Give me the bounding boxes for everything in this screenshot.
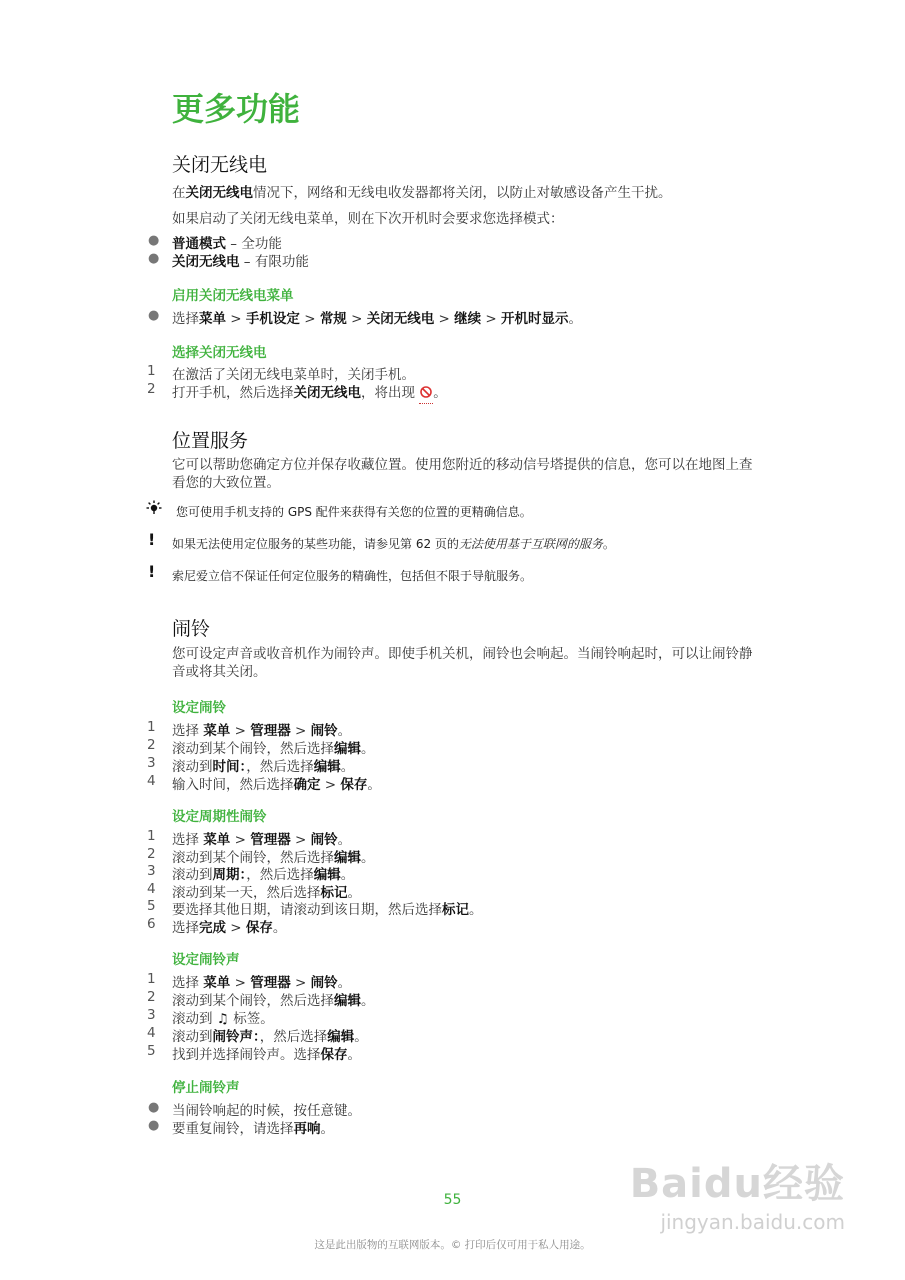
bold-term: 普通模式 <box>172 236 226 252</box>
step-number: 2 <box>147 381 156 397</box>
text: > <box>299 311 320 327</box>
bold-term: 闹铃 <box>310 723 338 739</box>
bold-term: 闹铃声： <box>212 1029 260 1045</box>
text: > <box>226 920 246 936</box>
text: 。 <box>337 975 352 991</box>
step-text <box>172 989 375 1009</box>
page-number: 55 <box>443 1192 462 1208</box>
bold-term: 保存 <box>340 777 368 793</box>
text: > <box>320 777 341 793</box>
page-title: 更多功能 <box>172 90 301 128</box>
mode-item-radio-off <box>172 250 309 270</box>
step-number: 1 <box>147 828 156 844</box>
step-text <box>172 737 375 757</box>
step-number: 3 <box>147 863 156 880</box>
step-number: 5 <box>147 898 156 915</box>
bold-term: 关闭无线电 <box>185 185 253 201</box>
link-ref: 无法使用基于互联网的服务 <box>458 537 603 551</box>
text: > <box>346 311 367 327</box>
step-number: 3 <box>147 1007 156 1023</box>
text: 输入时间，然后选择 <box>172 777 294 793</box>
bold-term: 闹铃 <box>310 832 338 848</box>
step-text <box>172 1099 361 1119</box>
text: > <box>230 832 251 848</box>
step-text <box>172 916 286 936</box>
text: 。 <box>361 849 375 866</box>
bold-term: 编辑 <box>313 759 341 775</box>
step-text <box>172 1025 368 1045</box>
bold-term: 编辑 <box>327 1029 355 1045</box>
bold-term: 管理器 <box>250 832 291 848</box>
menu-path-item: 手机设定 <box>245 311 300 327</box>
tip-note: 您可使用手机支持的 GPS 配件来获得有关您的位置的更精确信息。 <box>176 505 532 519</box>
text: > <box>230 975 251 991</box>
text: > <box>290 723 311 739</box>
text: 标签。 <box>228 1011 274 1027</box>
text: 。 <box>337 723 352 739</box>
text: 滚动到 <box>172 867 213 884</box>
bold-term: 确定 <box>293 777 321 793</box>
menu-path-item: 继续 <box>454 311 482 327</box>
text: 。 <box>340 759 355 775</box>
section-heading-alarm: 闹铃 <box>172 618 211 640</box>
enable-menu-step <box>172 307 582 327</box>
music-note-icon: ♫ <box>216 1011 229 1027</box>
text: 在 <box>172 185 186 201</box>
text: 打开手机，然后选择 <box>172 385 294 401</box>
bold-term: 标记 <box>320 884 348 901</box>
text: 。 <box>340 867 355 884</box>
bold-term: 菜单 <box>203 723 231 739</box>
bold-term: 编辑 <box>334 849 361 866</box>
step-text <box>172 719 351 739</box>
bold-term: 菜单 <box>203 832 231 848</box>
bold-term: 时间： <box>212 759 247 775</box>
text: 情况下，网络和无线电收发器都将关闭，以防止对敏感设备产生干扰。 <box>253 185 672 201</box>
subheading-set-alarm: 设定闹铃 <box>172 700 226 716</box>
text: 要选择其他日期，请滚动到该日期，然后选择 <box>172 902 442 919</box>
no-signal-icon <box>419 385 433 404</box>
text: 要重复闹铃，请选择 <box>172 1121 294 1137</box>
subheading-recurring-alarm: 设定周期性闹铃 <box>172 809 267 825</box>
radio-paragraph-2: 如果启动了关闭无线电菜单，则在下次开机时会要求您选择模式： <box>172 211 564 227</box>
text: – 全功能 <box>226 236 282 252</box>
select-step-2 <box>172 381 447 404</box>
subheading-enable-menu: 启用关闭无线电菜单 <box>172 288 294 304</box>
text: 。 <box>347 884 361 901</box>
menu-path-item: 常规 <box>319 311 347 327</box>
mode-item-normal <box>172 232 282 252</box>
text: 选择 <box>172 311 199 327</box>
text: 。 <box>361 741 375 757</box>
text: ，然后选择 <box>246 867 314 884</box>
step-number: 2 <box>147 845 156 862</box>
text: – 有限功能 <box>239 254 309 270</box>
bold-term: 管理器 <box>250 723 291 739</box>
watermark-brand: Baidu经验 <box>629 1161 845 1207</box>
location-paragraph: 它可以帮助您确定方位并保存收藏位置。使用您附近的移动信号塔提供的信息，您可以在地图上查看您的大致位置。 <box>172 457 753 491</box>
text: ，将出现 <box>361 385 420 401</box>
text: 当闹铃响起的时候，按任意键。 <box>172 1103 361 1119</box>
bold-term: 完成 <box>199 920 226 936</box>
step-number: 4 <box>147 1025 156 1041</box>
section-heading-location: 位置服务 <box>172 430 249 452</box>
menu-path-item: 关闭无线电 <box>366 311 435 327</box>
step-number: 4 <box>147 773 156 789</box>
step-number: 4 <box>147 880 156 897</box>
step-number: 6 <box>147 916 156 932</box>
warning-note-2: 索尼爱立信不保证任何定位服务的精确性，包括但不限于导航服务。 <box>172 569 533 583</box>
text: 。 <box>354 1029 368 1045</box>
text: 选择 <box>172 975 204 991</box>
text: 滚动到某一天，然后选择 <box>172 884 321 901</box>
bold-term: 编辑 <box>313 867 341 884</box>
text: 。 <box>433 385 447 401</box>
text: 。 <box>337 832 352 848</box>
text: 。 <box>320 1121 334 1137</box>
bullet: ● <box>148 251 160 266</box>
subheading-alarm-tone: 设定闹铃声 <box>172 952 240 968</box>
text: > <box>230 723 251 739</box>
step-text <box>172 1043 361 1063</box>
step-number: 1 <box>147 971 156 987</box>
text: 滚动到 <box>172 759 213 775</box>
bold-term: 保存 <box>245 920 273 936</box>
text: > <box>481 311 502 327</box>
bold-term: 再响 <box>293 1121 321 1137</box>
text: 。 <box>367 777 381 793</box>
select-step-1: 在激活了关闭无线电菜单时，关闭手机。 <box>172 367 415 383</box>
menu-path-item: 菜单 <box>199 311 226 327</box>
bold-term: 周期： <box>212 867 247 884</box>
bold-term: 编辑 <box>334 993 361 1009</box>
step-number: 2 <box>147 989 156 1005</box>
step-number: 3 <box>147 755 156 771</box>
text: 。 <box>602 537 615 551</box>
text: 如果无法使用定位服务的某些功能，请参见第 62 页的 <box>172 537 459 551</box>
text: 滚动到某个闹铃，然后选择 <box>172 849 334 866</box>
text: 。 <box>347 1047 361 1063</box>
step-number: 5 <box>147 1043 156 1059</box>
warning-icon: ! <box>148 530 156 549</box>
step-text <box>172 755 354 775</box>
lightbulb-icon <box>146 500 162 520</box>
text: 滚动到 <box>172 1011 217 1027</box>
warning-icon: ! <box>148 562 156 581</box>
bullet: ● <box>148 233 160 248</box>
text: 。 <box>469 902 483 919</box>
bold-term: 编辑 <box>334 741 361 757</box>
warning-note-1 <box>172 535 615 552</box>
watermark-url: jingyan.baidu.com <box>660 1210 845 1234</box>
bold-term: 管理器 <box>250 975 291 991</box>
text: 滚动到某个闹铃，然后选择 <box>172 993 334 1009</box>
step-text <box>172 773 381 793</box>
bold-term: 菜单 <box>203 975 231 991</box>
text: ，然后选择 <box>246 759 314 775</box>
section-heading-radio: 关闭无线电 <box>172 154 268 176</box>
text: 选择 <box>172 920 199 936</box>
radio-paragraph-1 <box>172 181 672 201</box>
bold-term: 闹铃 <box>310 975 338 991</box>
subheading-select-radio-off: 选择关闭无线电 <box>172 345 267 361</box>
bullet: ● <box>148 1118 160 1133</box>
subheading-stop-alarm: 停止闹铃声 <box>172 1080 240 1096</box>
bold-term: 保存 <box>320 1047 348 1063</box>
bold-term: 关闭无线电 <box>172 254 240 270</box>
bold-term: 标记 <box>442 902 469 919</box>
step-number: 1 <box>147 363 156 379</box>
text: 选择 <box>172 723 204 739</box>
step-text <box>172 971 351 991</box>
footer-note: 这是此出版物的互联网版本。© 打印后仅可用于私人用途。 <box>314 1239 591 1251</box>
text: > <box>290 975 311 991</box>
text: > <box>290 832 311 848</box>
text: 滚动到某个闹铃，然后选择 <box>172 741 334 757</box>
text: > <box>434 311 455 327</box>
text: ，然后选择 <box>259 1029 328 1045</box>
text: 。 <box>568 311 583 327</box>
step-text <box>172 1007 274 1027</box>
step-number: 1 <box>147 719 156 735</box>
alarm-paragraph: 您可设定声音或收音机作为闹铃声。即使手机关机，闹铃也会响起。当闹铃响起时，可以让闹铃静音或将其关闭。 <box>172 646 753 680</box>
text: 滚动到 <box>172 1029 213 1045</box>
text: 选择 <box>172 832 204 848</box>
text: 。 <box>361 993 375 1009</box>
bold-term: 关闭无线电 <box>293 385 361 401</box>
text: > <box>226 311 246 327</box>
step-number: 2 <box>147 737 156 753</box>
bullet: ● <box>148 1100 160 1115</box>
step-text <box>172 1117 334 1137</box>
bullet: ● <box>148 308 160 323</box>
text: 找到并选择闹铃声。选择 <box>172 1047 321 1063</box>
text: 。 <box>272 920 287 936</box>
menu-path-item: 开机时显示 <box>501 311 569 327</box>
